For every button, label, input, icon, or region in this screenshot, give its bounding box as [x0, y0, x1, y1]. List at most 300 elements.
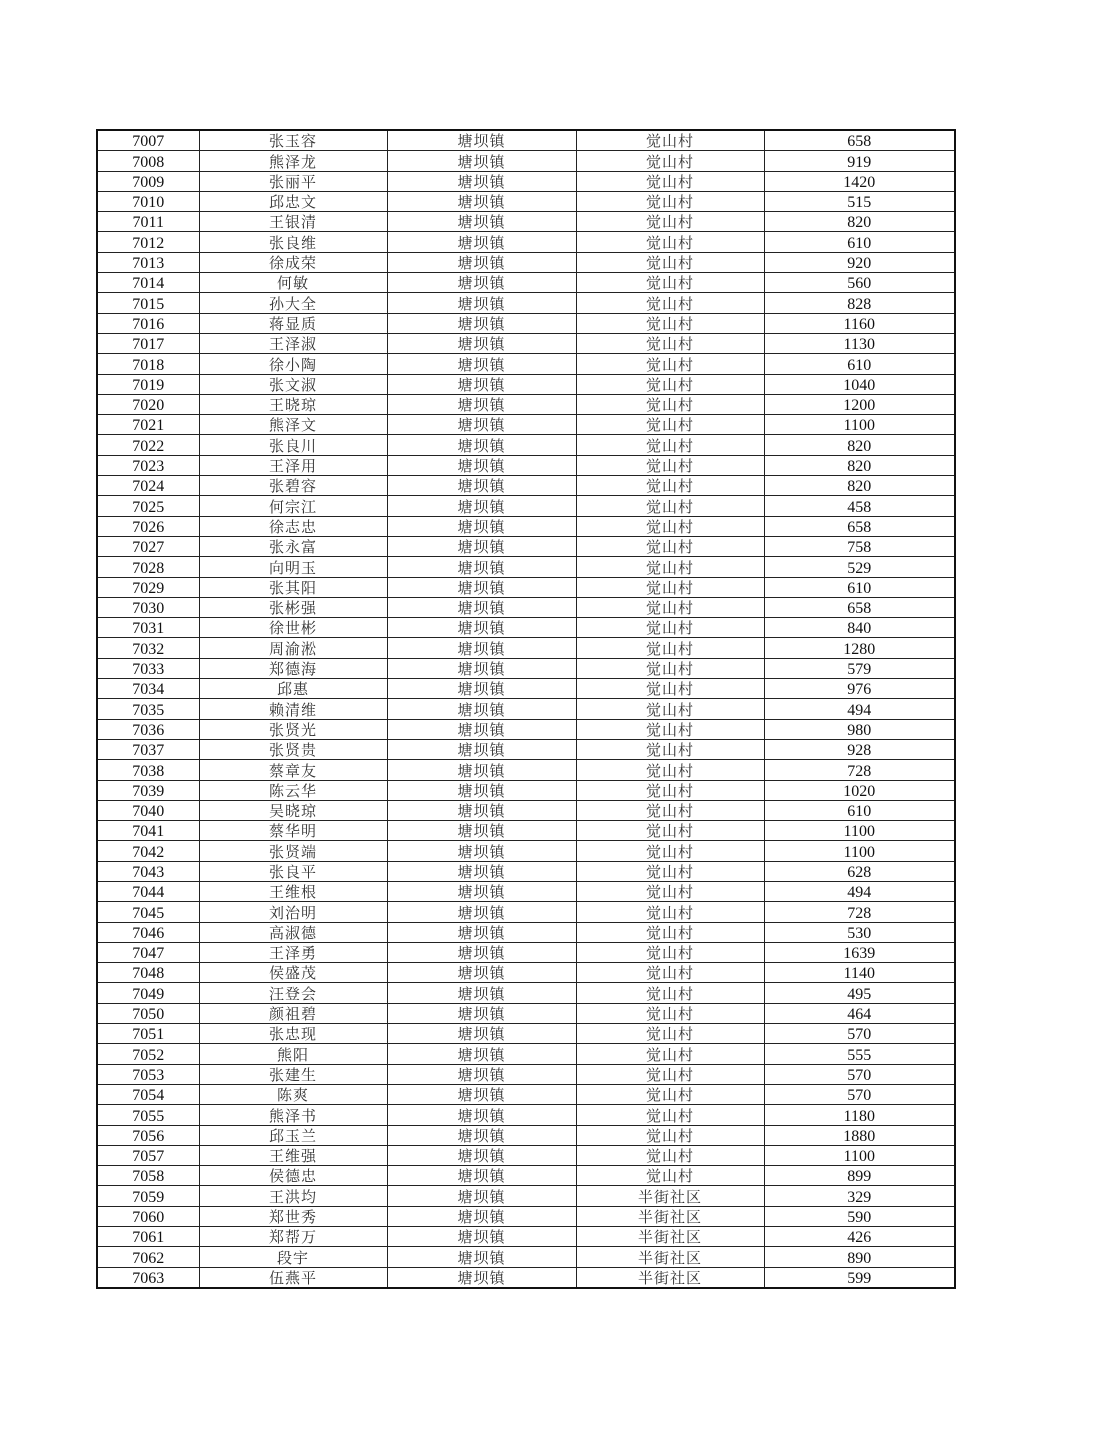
- town-cell: 塘坝镇: [387, 780, 576, 800]
- village-cell: 觉山村: [576, 1064, 764, 1084]
- table-row: [97, 679, 955, 699]
- id-cell: 7028: [97, 557, 199, 577]
- name-cell: 郑世秀: [199, 1206, 387, 1226]
- amount-cell: 464: [764, 1003, 955, 1023]
- village-cell: 觉山村: [576, 902, 764, 922]
- amount-cell: 758: [764, 536, 955, 556]
- town-cell: 塘坝镇: [387, 557, 576, 577]
- name-cell: 徐志忠: [199, 516, 387, 536]
- village-cell: 觉山村: [576, 1084, 764, 1104]
- town-cell: 塘坝镇: [387, 942, 576, 962]
- table-row: [97, 1044, 955, 1064]
- id-cell: 7051: [97, 1024, 199, 1044]
- table-row: [97, 1267, 955, 1288]
- name-cell: 张良川: [199, 435, 387, 455]
- name-cell: 张丽平: [199, 171, 387, 191]
- village-cell: 觉山村: [576, 983, 764, 1003]
- village-cell: 觉山村: [576, 780, 764, 800]
- id-cell: 7059: [97, 1186, 199, 1206]
- amount-cell: 820: [764, 455, 955, 475]
- name-cell: 王泽淑: [199, 333, 387, 353]
- village-cell: 觉山村: [576, 354, 764, 374]
- town-cell: 塘坝镇: [387, 1166, 576, 1186]
- id-cell: 7016: [97, 313, 199, 333]
- village-cell: 觉山村: [576, 699, 764, 719]
- town-cell: 塘坝镇: [387, 821, 576, 841]
- id-cell: 7030: [97, 597, 199, 617]
- name-cell: 侯盛茂: [199, 963, 387, 983]
- town-cell: 塘坝镇: [387, 130, 576, 151]
- town-cell: 塘坝镇: [387, 293, 576, 313]
- amount-cell: 610: [764, 800, 955, 820]
- id-cell: 7048: [97, 963, 199, 983]
- table-row: [97, 1125, 955, 1145]
- table-row: [97, 1166, 955, 1186]
- table-row: [97, 232, 955, 252]
- id-cell: 7020: [97, 394, 199, 414]
- table-row: [97, 658, 955, 678]
- table-row: [97, 902, 955, 922]
- name-cell: 张贤光: [199, 719, 387, 739]
- amount-cell: 1040: [764, 374, 955, 394]
- village-cell: 觉山村: [576, 658, 764, 678]
- amount-cell: 610: [764, 354, 955, 374]
- id-cell: 7013: [97, 252, 199, 272]
- table-row: [97, 760, 955, 780]
- id-cell: 7007: [97, 130, 199, 151]
- name-cell: 邱玉兰: [199, 1125, 387, 1145]
- name-cell: 王泽用: [199, 455, 387, 475]
- amount-cell: 515: [764, 191, 955, 211]
- table-row: [97, 861, 955, 881]
- name-cell: 王晓琼: [199, 394, 387, 414]
- table-row: [97, 638, 955, 658]
- amount-cell: 980: [764, 719, 955, 739]
- name-cell: 郑德海: [199, 658, 387, 678]
- id-cell: 7011: [97, 212, 199, 232]
- village-cell: 觉山村: [576, 476, 764, 496]
- table-row: [97, 739, 955, 759]
- town-cell: 塘坝镇: [387, 476, 576, 496]
- village-cell: 觉山村: [576, 1024, 764, 1044]
- amount-cell: 1200: [764, 394, 955, 414]
- id-cell: 7045: [97, 902, 199, 922]
- amount-cell: 820: [764, 212, 955, 232]
- village-cell: 觉山村: [576, 638, 764, 658]
- village-cell: 觉山村: [576, 577, 764, 597]
- name-cell: 张贤贵: [199, 739, 387, 759]
- amount-cell: 920: [764, 252, 955, 272]
- amount-cell: 570: [764, 1084, 955, 1104]
- id-cell: 7012: [97, 232, 199, 252]
- id-cell: 7046: [97, 922, 199, 942]
- table-row: [97, 942, 955, 962]
- village-cell: 觉山村: [576, 861, 764, 881]
- name-cell: 颜祖碧: [199, 1003, 387, 1023]
- village-cell: 觉山村: [576, 719, 764, 739]
- id-cell: 7042: [97, 841, 199, 861]
- name-cell: 徐世彬: [199, 618, 387, 638]
- town-cell: 塘坝镇: [387, 1064, 576, 1084]
- village-cell: 觉山村: [576, 415, 764, 435]
- name-cell: 张碧容: [199, 476, 387, 496]
- town-cell: 塘坝镇: [387, 983, 576, 1003]
- id-cell: 7062: [97, 1247, 199, 1267]
- amount-cell: 728: [764, 760, 955, 780]
- village-cell: 觉山村: [576, 232, 764, 252]
- village-cell: 觉山村: [576, 313, 764, 333]
- amount-cell: 570: [764, 1064, 955, 1084]
- id-cell: 7054: [97, 1084, 199, 1104]
- name-cell: 陈爽: [199, 1084, 387, 1104]
- table-row: [97, 455, 955, 475]
- village-cell: 觉山村: [576, 881, 764, 901]
- name-cell: 张其阳: [199, 577, 387, 597]
- amount-cell: 570: [764, 1024, 955, 1044]
- id-cell: 7019: [97, 374, 199, 394]
- amount-cell: 1130: [764, 333, 955, 353]
- id-cell: 7022: [97, 435, 199, 455]
- town-cell: 塘坝镇: [387, 1105, 576, 1125]
- table-row: [97, 1105, 955, 1125]
- village-cell: 觉山村: [576, 374, 764, 394]
- id-cell: 7040: [97, 800, 199, 820]
- id-cell: 7036: [97, 719, 199, 739]
- id-cell: 7061: [97, 1227, 199, 1247]
- table-row: [97, 597, 955, 617]
- table-row: [97, 476, 955, 496]
- town-cell: 塘坝镇: [387, 1024, 576, 1044]
- name-cell: 王泽勇: [199, 942, 387, 962]
- table-row: [97, 293, 955, 313]
- town-cell: 塘坝镇: [387, 1044, 576, 1064]
- table-body: [97, 130, 955, 1288]
- table-row: [97, 800, 955, 820]
- table-row: [97, 435, 955, 455]
- town-cell: 塘坝镇: [387, 1267, 576, 1288]
- name-cell: 向明玉: [199, 557, 387, 577]
- name-cell: 蔡华明: [199, 821, 387, 841]
- amount-cell: 1100: [764, 1145, 955, 1165]
- town-cell: 塘坝镇: [387, 1186, 576, 1206]
- amount-cell: 458: [764, 496, 955, 516]
- name-cell: 蔡章友: [199, 760, 387, 780]
- amount-cell: 599: [764, 1267, 955, 1288]
- table-row: [97, 191, 955, 211]
- table-row: [97, 1064, 955, 1084]
- id-cell: 7058: [97, 1166, 199, 1186]
- id-cell: 7049: [97, 983, 199, 1003]
- town-cell: 塘坝镇: [387, 151, 576, 171]
- town-cell: 塘坝镇: [387, 374, 576, 394]
- id-cell: 7018: [97, 354, 199, 374]
- id-cell: 7060: [97, 1206, 199, 1226]
- amount-cell: 610: [764, 577, 955, 597]
- amount-cell: 610: [764, 232, 955, 252]
- town-cell: 塘坝镇: [387, 760, 576, 780]
- table-row: [97, 536, 955, 556]
- village-cell: 觉山村: [576, 191, 764, 211]
- village-cell: 觉山村: [576, 1044, 764, 1064]
- name-cell: 郑帮万: [199, 1227, 387, 1247]
- village-cell: 半街社区: [576, 1247, 764, 1267]
- id-cell: 7050: [97, 1003, 199, 1023]
- table-row: [97, 881, 955, 901]
- table-row: [97, 1247, 955, 1267]
- town-cell: 塘坝镇: [387, 394, 576, 414]
- table-row: [97, 1024, 955, 1044]
- name-cell: 汪登会: [199, 983, 387, 1003]
- table-row: [97, 922, 955, 942]
- amount-cell: 820: [764, 476, 955, 496]
- village-cell: 觉山村: [576, 516, 764, 536]
- town-cell: 塘坝镇: [387, 618, 576, 638]
- amount-cell: 890: [764, 1247, 955, 1267]
- name-cell: 何敏: [199, 273, 387, 293]
- name-cell: 王维根: [199, 881, 387, 901]
- amount-cell: 1100: [764, 415, 955, 435]
- table-row: [97, 821, 955, 841]
- table-row: [97, 557, 955, 577]
- town-cell: 塘坝镇: [387, 1227, 576, 1247]
- amount-cell: 919: [764, 151, 955, 171]
- table-row: [97, 273, 955, 293]
- amount-cell: 529: [764, 557, 955, 577]
- id-cell: 7026: [97, 516, 199, 536]
- table-row: [97, 394, 955, 414]
- table-row: [97, 313, 955, 333]
- amount-cell: 658: [764, 516, 955, 536]
- id-cell: 7047: [97, 942, 199, 962]
- id-cell: 7043: [97, 861, 199, 881]
- name-cell: 侯德忠: [199, 1166, 387, 1186]
- id-cell: 7017: [97, 333, 199, 353]
- town-cell: 塘坝镇: [387, 1206, 576, 1226]
- table-row: [97, 415, 955, 435]
- amount-cell: 579: [764, 658, 955, 678]
- amount-cell: 530: [764, 922, 955, 942]
- town-cell: 塘坝镇: [387, 1247, 576, 1267]
- town-cell: 塘坝镇: [387, 273, 576, 293]
- village-cell: 半街社区: [576, 1267, 764, 1288]
- town-cell: 塘坝镇: [387, 861, 576, 881]
- village-cell: 觉山村: [576, 536, 764, 556]
- town-cell: 塘坝镇: [387, 191, 576, 211]
- amount-cell: 928: [764, 739, 955, 759]
- town-cell: 塘坝镇: [387, 1125, 576, 1145]
- town-cell: 塘坝镇: [387, 638, 576, 658]
- id-cell: 7035: [97, 699, 199, 719]
- town-cell: 塘坝镇: [387, 1084, 576, 1104]
- village-cell: 觉山村: [576, 557, 764, 577]
- amount-cell: 1420: [764, 171, 955, 191]
- id-cell: 7027: [97, 536, 199, 556]
- name-cell: 熊泽书: [199, 1105, 387, 1125]
- name-cell: 王维强: [199, 1145, 387, 1165]
- amount-cell: 329: [764, 1186, 955, 1206]
- table-row: [97, 354, 955, 374]
- table-row: [97, 963, 955, 983]
- table-row: [97, 171, 955, 191]
- amount-cell: 899: [764, 1166, 955, 1186]
- town-cell: 塘坝镇: [387, 922, 576, 942]
- town-cell: 塘坝镇: [387, 496, 576, 516]
- town-cell: 塘坝镇: [387, 252, 576, 272]
- amount-cell: 1280: [764, 638, 955, 658]
- name-cell: 吴晓琼: [199, 800, 387, 820]
- village-cell: 觉山村: [576, 963, 764, 983]
- amount-cell: 1160: [764, 313, 955, 333]
- name-cell: 张永富: [199, 536, 387, 556]
- table-row: [97, 1186, 955, 1206]
- id-cell: 7032: [97, 638, 199, 658]
- town-cell: 塘坝镇: [387, 415, 576, 435]
- name-cell: 徐成荣: [199, 252, 387, 272]
- id-cell: 7021: [97, 415, 199, 435]
- amount-cell: 658: [764, 130, 955, 151]
- town-cell: 塘坝镇: [387, 902, 576, 922]
- amount-cell: 1880: [764, 1125, 955, 1145]
- name-cell: 孙大全: [199, 293, 387, 313]
- table-row: [97, 841, 955, 861]
- table-row: [97, 1003, 955, 1023]
- village-cell: 觉山村: [576, 942, 764, 962]
- amount-cell: 495: [764, 983, 955, 1003]
- town-cell: 塘坝镇: [387, 1145, 576, 1165]
- name-cell: 伍燕平: [199, 1267, 387, 1288]
- amount-cell: 1100: [764, 841, 955, 861]
- amount-cell: 590: [764, 1206, 955, 1226]
- village-cell: 觉山村: [576, 760, 764, 780]
- name-cell: 邱惠: [199, 679, 387, 699]
- name-cell: 熊阳: [199, 1044, 387, 1064]
- town-cell: 塘坝镇: [387, 719, 576, 739]
- amount-cell: 426: [764, 1227, 955, 1247]
- town-cell: 塘坝镇: [387, 333, 576, 353]
- amount-cell: 1639: [764, 942, 955, 962]
- village-cell: 觉山村: [576, 739, 764, 759]
- id-cell: 7041: [97, 821, 199, 841]
- town-cell: 塘坝镇: [387, 881, 576, 901]
- amount-cell: 1100: [764, 821, 955, 841]
- id-cell: 7052: [97, 1044, 199, 1064]
- town-cell: 塘坝镇: [387, 232, 576, 252]
- town-cell: 塘坝镇: [387, 212, 576, 232]
- name-cell: 王银清: [199, 212, 387, 232]
- table-row: [97, 1084, 955, 1104]
- table-row: [97, 983, 955, 1003]
- amount-cell: 1180: [764, 1105, 955, 1125]
- amount-cell: 820: [764, 435, 955, 455]
- id-cell: 7033: [97, 658, 199, 678]
- table-row: [97, 374, 955, 394]
- amount-cell: 976: [764, 679, 955, 699]
- amount-cell: 1020: [764, 780, 955, 800]
- amount-cell: 555: [764, 1044, 955, 1064]
- village-cell: 觉山村: [576, 1145, 764, 1165]
- village-cell: 觉山村: [576, 679, 764, 699]
- town-cell: 塘坝镇: [387, 313, 576, 333]
- id-cell: 7029: [97, 577, 199, 597]
- table-row: [97, 516, 955, 536]
- id-cell: 7044: [97, 881, 199, 901]
- village-cell: 觉山村: [576, 394, 764, 414]
- id-cell: 7024: [97, 476, 199, 496]
- amount-cell: 628: [764, 861, 955, 881]
- town-cell: 塘坝镇: [387, 435, 576, 455]
- id-cell: 7039: [97, 780, 199, 800]
- village-cell: 觉山村: [576, 171, 764, 191]
- town-cell: 塘坝镇: [387, 171, 576, 191]
- name-cell: 陈云华: [199, 780, 387, 800]
- village-cell: 觉山村: [576, 496, 764, 516]
- name-cell: 张贤端: [199, 841, 387, 861]
- town-cell: 塘坝镇: [387, 577, 576, 597]
- id-cell: 7034: [97, 679, 199, 699]
- id-cell: 7009: [97, 171, 199, 191]
- table-row: [97, 1206, 955, 1226]
- name-cell: 周渝淞: [199, 638, 387, 658]
- name-cell: 刘治明: [199, 902, 387, 922]
- amount-cell: 658: [764, 597, 955, 617]
- id-cell: 7025: [97, 496, 199, 516]
- name-cell: 张良平: [199, 861, 387, 881]
- town-cell: 塘坝镇: [387, 739, 576, 759]
- id-cell: 7037: [97, 739, 199, 759]
- village-cell: 觉山村: [576, 273, 764, 293]
- amount-cell: 1140: [764, 963, 955, 983]
- village-cell: 觉山村: [576, 435, 764, 455]
- amount-cell: 560: [764, 273, 955, 293]
- amount-cell: 494: [764, 699, 955, 719]
- village-cell: 觉山村: [576, 212, 764, 232]
- id-cell: 7053: [97, 1064, 199, 1084]
- town-cell: 塘坝镇: [387, 455, 576, 475]
- town-cell: 塘坝镇: [387, 963, 576, 983]
- village-cell: 半街社区: [576, 1186, 764, 1206]
- village-cell: 觉山村: [576, 151, 764, 171]
- id-cell: 7055: [97, 1105, 199, 1125]
- village-cell: 觉山村: [576, 821, 764, 841]
- name-cell: 熊泽文: [199, 415, 387, 435]
- village-cell: 觉山村: [576, 618, 764, 638]
- village-cell: 半街社区: [576, 1227, 764, 1247]
- table-row: [97, 151, 955, 171]
- name-cell: 高淑德: [199, 922, 387, 942]
- name-cell: 熊泽龙: [199, 151, 387, 171]
- id-cell: 7008: [97, 151, 199, 171]
- town-cell: 塘坝镇: [387, 841, 576, 861]
- table-row: [97, 252, 955, 272]
- id-cell: 7023: [97, 455, 199, 475]
- village-cell: 觉山村: [576, 922, 764, 942]
- name-cell: 徐小陶: [199, 354, 387, 374]
- id-cell: 7031: [97, 618, 199, 638]
- table-row: [97, 1145, 955, 1165]
- table-row: [97, 780, 955, 800]
- name-cell: 赖清维: [199, 699, 387, 719]
- village-cell: 觉山村: [576, 1125, 764, 1145]
- name-cell: 张建生: [199, 1064, 387, 1084]
- village-cell: 觉山村: [576, 1105, 764, 1125]
- table-row: [97, 699, 955, 719]
- id-cell: 7014: [97, 273, 199, 293]
- id-cell: 7056: [97, 1125, 199, 1145]
- town-cell: 塘坝镇: [387, 679, 576, 699]
- name-cell: 邱忠文: [199, 191, 387, 211]
- table-row: [97, 130, 955, 151]
- table-row: [97, 1227, 955, 1247]
